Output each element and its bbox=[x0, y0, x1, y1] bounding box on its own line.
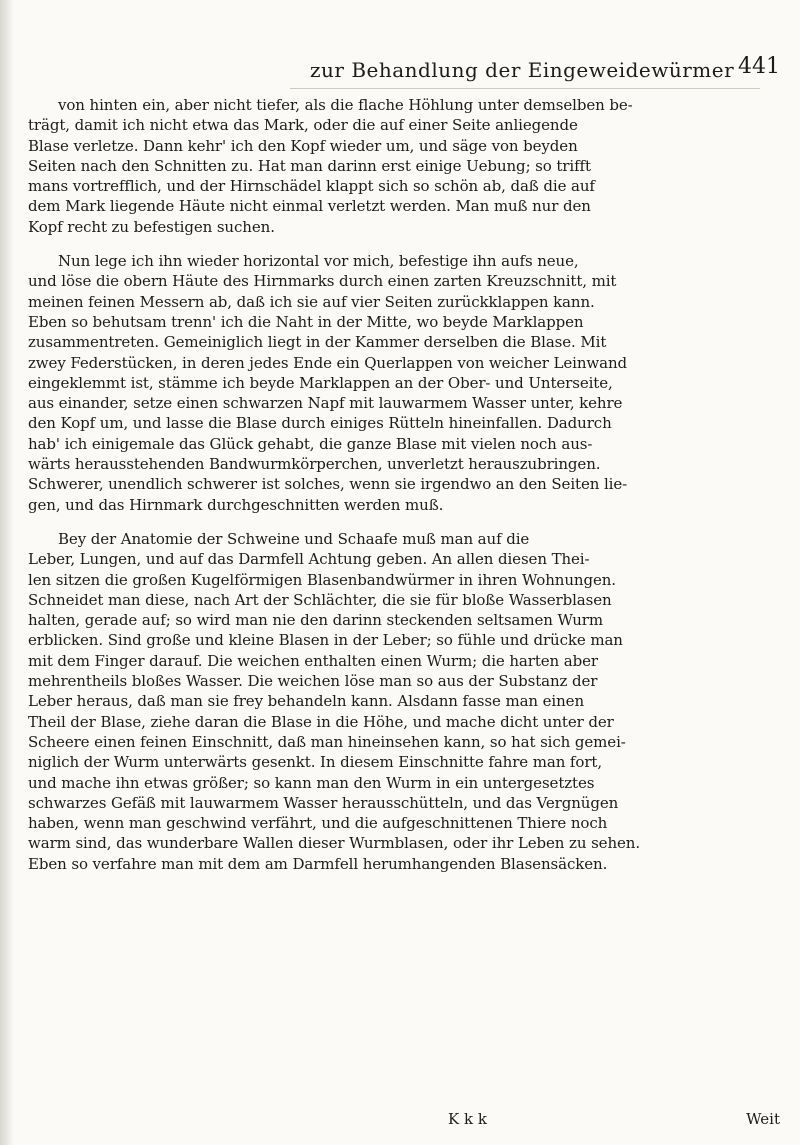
text-line: Eben so verfahre man mit dem am Darmfell herumhangenden Blasensäcken. bbox=[28, 854, 608, 873]
text-line: gen, und das Hirnmark durchgeschnitten werden muß. bbox=[28, 495, 444, 514]
text-line: hab' ich einigemale das Glück gehabt, die ganze Blase mit vielen noch aus- bbox=[28, 434, 593, 453]
text-line: zwey Federstücken, in deren jedes Ende ein Querlappen von weicher Leinwand bbox=[28, 353, 628, 372]
text-line: Schwerer, unendlich schwerer ist solches, wenn sie irgendwo an den Seiten lie- bbox=[28, 475, 628, 494]
text-line: aus einander, setze einen schwarzen Napf mit lauwarmem Wasser unter, kehre bbox=[28, 394, 623, 413]
text-line: Bey der Anatomie der Schweine und Schaafe muß man auf die bbox=[58, 529, 530, 548]
text-line: Leber heraus, daß man sie frey behandeln kann. Alsdann fasse man einen bbox=[28, 692, 585, 711]
catchword: Weit bbox=[746, 1110, 780, 1128]
paragraph bbox=[28, 529, 788, 874]
text-line: Theil der Blase, ziehe daran die Blase in die Höhe, und mache dicht unter der bbox=[28, 712, 614, 731]
signature-mark: K k k bbox=[448, 1110, 487, 1128]
text-line: von hinten ein, aber nicht tiefer, als die flache Höhlung unter demselben be- bbox=[58, 96, 633, 114]
text-line: Kopf recht zu befestigen suchen. bbox=[28, 217, 275, 236]
text-line: trägt, damit ich nicht etwa das Mark, oder die auf einer Seite anliegende bbox=[28, 116, 578, 135]
text-line: Leber, Lungen, und auf das Darmfell Achtung geben. An allen diesen Thei- bbox=[28, 550, 590, 569]
paragraph bbox=[28, 95, 788, 237]
text-line: Blase verletze. Dann kehr' ich den Kopf wieder um, und säge von beyden bbox=[28, 136, 578, 155]
page-header bbox=[140, 52, 780, 88]
paragraph bbox=[28, 251, 788, 515]
page-footer bbox=[28, 1110, 788, 1132]
text-line: und löse die obern Häute des Hirnmarks durch einen zarten Kreuzschnitt, mit bbox=[28, 272, 617, 291]
text-line: meinen feinen Messern ab, daß ich sie auf vier Seiten zurückklappen kann. bbox=[28, 292, 595, 311]
text-line: zusammentreten. Gemeiniglich liegt in der Kammer derselben die Blase. Mit bbox=[28, 333, 607, 352]
text-line: Scheere einen feinen Einschnitt, daß man hineinsehen kann, so hat sich gemei- bbox=[28, 732, 626, 751]
text-line: len sitzen die großen Kugelförmigen Blasenbandwürmer in ihren Wohnungen. bbox=[28, 570, 616, 589]
text-line: niglich der Wurm unterwärts gesenkt. In diesem Einschnitte fahre man fort, bbox=[28, 753, 602, 772]
header-rule bbox=[290, 88, 760, 89]
text-line: Nun lege ich ihn wieder horizontal vor mich, befestige ihn aufs neue, bbox=[58, 252, 579, 271]
text-line: den Kopf um, und lasse die Blase durch einiges Rütteln hineinfallen. Dadurch bbox=[28, 414, 612, 433]
text-line: Seiten nach den Schnitten zu. Hat man darinn erst einige Uebung; so trifft bbox=[28, 156, 591, 175]
running-head: zur Behandlung der Eingeweidewürmer bbox=[310, 58, 735, 82]
text-line: warm sind, das wunderbare Wallen dieser Wurmblasen, oder ihr Leben zu sehen. bbox=[28, 834, 641, 853]
text-line: mans vortrefflich, und der Hirnschädel klappt sich so schön ab, daß die auf bbox=[28, 177, 595, 196]
body-text bbox=[28, 95, 788, 888]
text-line: mehrentheils bloßes Wasser. Die weichen löse man so aus der Substanz der bbox=[28, 672, 598, 691]
text-line: wärts herausstehenden Bandwurmkörperchen, unverletzt herauszubringen. bbox=[28, 455, 601, 474]
text-line: und mache ihn etwas größer; so kann man den Wurm in ein untergesetztes bbox=[28, 773, 595, 792]
text-line: halten, gerade auf; so wird man nie den darinn steckenden seltsamen Wurm bbox=[28, 611, 603, 630]
text-line: Eben so behutsam trenn' ich die Naht in der Mitte, wo beyde Marklappen bbox=[28, 312, 584, 331]
page-number: 441 bbox=[738, 54, 780, 79]
text-line: dem Mark liegende Häute nicht einmal verletzt werden. Man muß nur den bbox=[28, 197, 591, 216]
text-line: haben, wenn man geschwind verfährt, und die aufgeschnittenen Thiere noch bbox=[28, 814, 608, 833]
text-line: erblicken. Sind große und kleine Blasen in der Leber; so fühle und drücke man bbox=[28, 631, 623, 650]
text-line: mit dem Finger darauf. Die weichen enthalten einen Wurm; die harten aber bbox=[28, 651, 598, 670]
text-line: eingeklemmt ist, stämme ich beyde Marklappen an der Ober- und Unterseite, bbox=[28, 373, 613, 392]
text-line: Schneidet man diese, nach Art der Schlächter, die sie für bloße Wasserblasen bbox=[28, 590, 612, 609]
text-line: schwarzes Gefäß mit lauwarmem Wasser herausschütteln, und das Vergnügen bbox=[28, 793, 619, 812]
